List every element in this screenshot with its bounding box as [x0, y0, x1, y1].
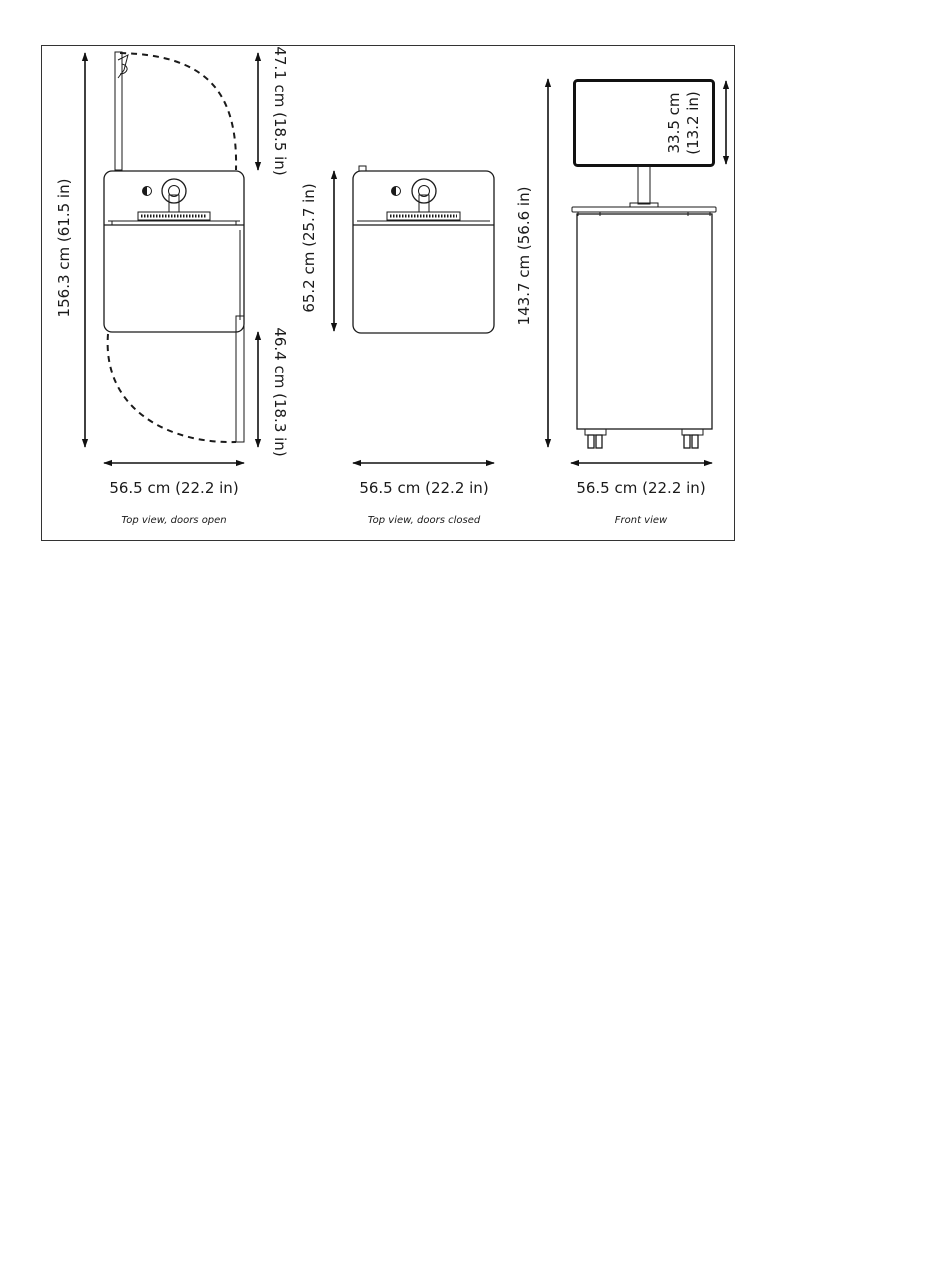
width-label: 56.5 cm (22.2 in)	[109, 479, 239, 497]
height-label: 143.7 cm (56.6 in)	[515, 186, 533, 326]
view-caption: Top view, doors open	[121, 515, 227, 526]
view-caption: Front view	[614, 515, 668, 526]
depth-label: 65.2 cm (25.7 in)	[300, 183, 318, 313]
view-caption: Top view, doors closed	[367, 515, 481, 526]
monitor-height-label-line1: 33.5 cm	[665, 92, 683, 154]
width-label: 56.5 cm (22.2 in)	[359, 479, 489, 497]
monitor-height-label-line2: (13.2 in)	[684, 91, 702, 155]
front-door-depth-label: 46.4 cm (18.3 in)	[271, 327, 289, 457]
total-depth-label: 156.3 cm (61.5 in)	[55, 178, 73, 318]
width-label: 56.5 cm (22.2 in)	[576, 479, 706, 497]
rear-door-depth-label: 47.1 cm (18.5 in)	[271, 46, 289, 176]
